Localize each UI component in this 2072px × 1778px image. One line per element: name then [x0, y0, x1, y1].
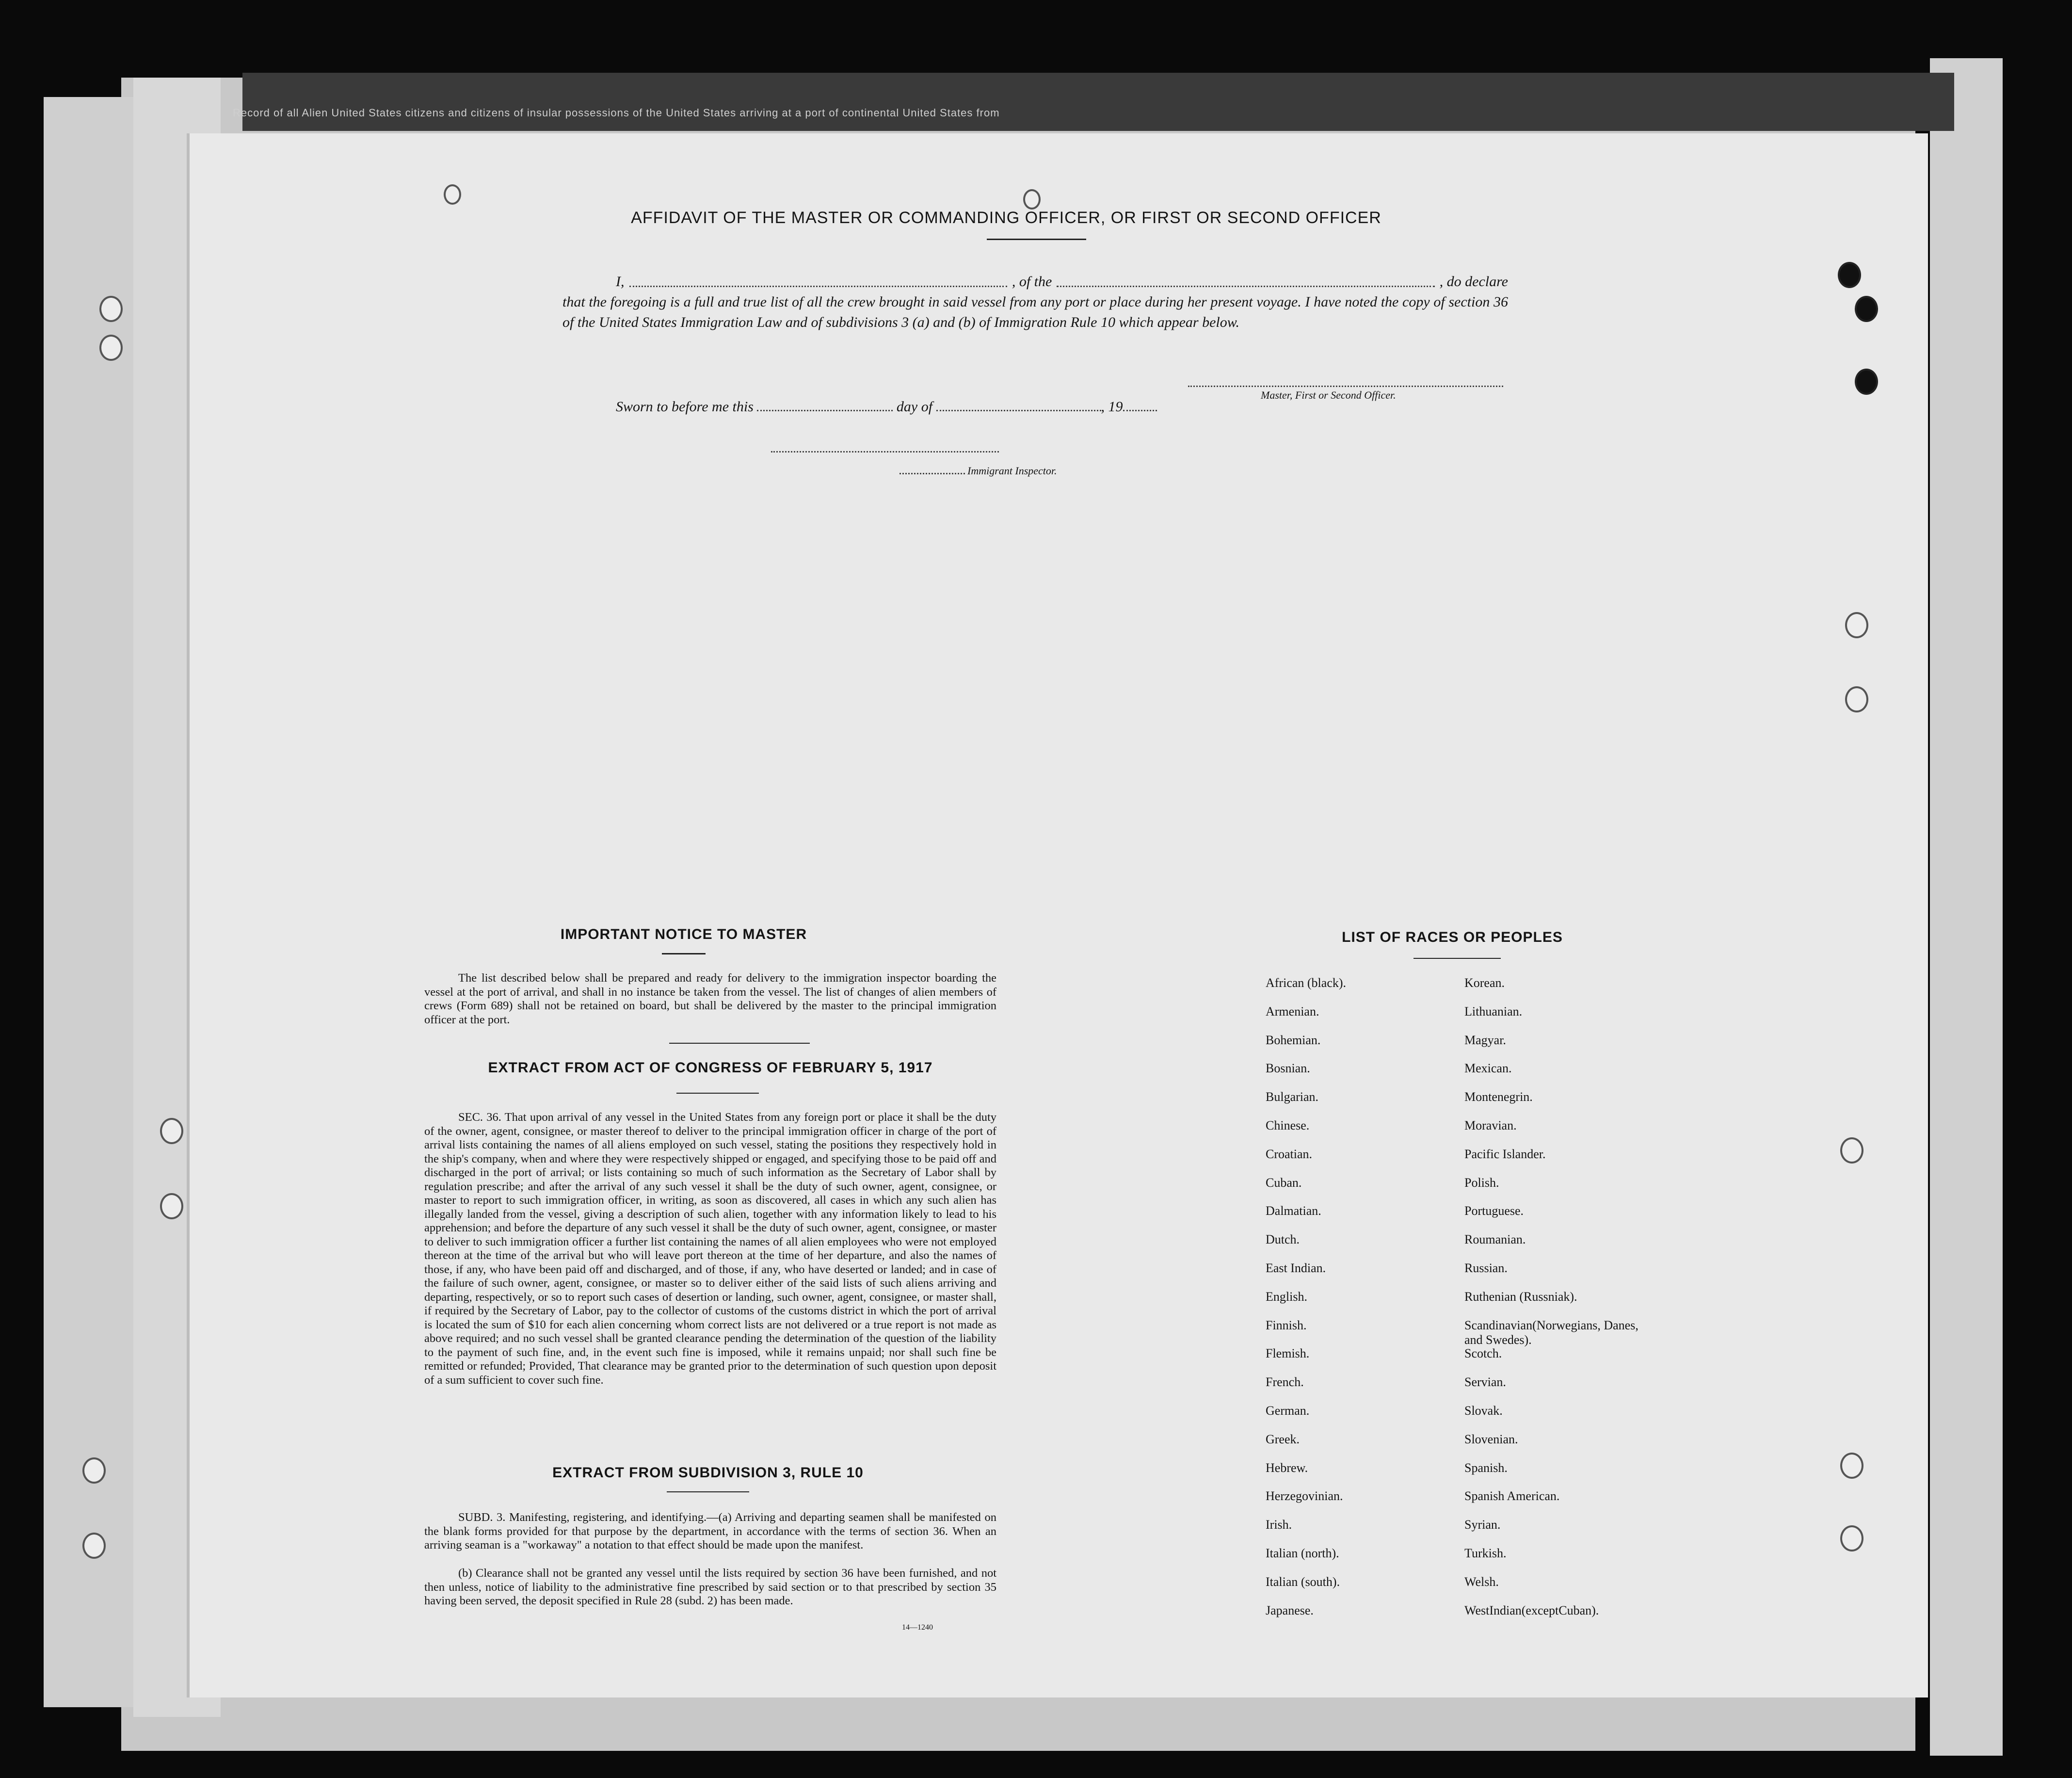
heading-divider — [676, 1093, 759, 1094]
binder-hole-icon — [99, 296, 123, 322]
document-sheet — [187, 133, 1928, 1697]
binder-hole-icon — [1840, 1137, 1863, 1164]
title-divider — [987, 239, 1086, 240]
year-prefix: , 19 — [1101, 399, 1123, 415]
binder-hole-icon — [160, 1118, 183, 1144]
race-item: Polish. — [1464, 1175, 1499, 1190]
vessel-field[interactable] — [1057, 286, 1434, 287]
race-item: Lithuanian. — [1464, 1004, 1523, 1018]
race-item: Slovak. — [1464, 1403, 1503, 1418]
race-item: Mexican. — [1464, 1061, 1512, 1076]
race-item: Croatian. — [1266, 1147, 1313, 1161]
name-field[interactable] — [629, 286, 1007, 287]
race-item: Turkish. — [1464, 1546, 1507, 1560]
i-label: I, — [616, 274, 625, 290]
race-item: Italian (south). — [1266, 1574, 1340, 1589]
back-sheet-right — [1930, 58, 2003, 1756]
race-item: Montenegrin. — [1464, 1090, 1533, 1104]
year-field[interactable] — [1123, 410, 1157, 411]
signature-line[interactable] — [1188, 386, 1503, 387]
race-item: Roumanian. — [1464, 1232, 1526, 1247]
notice-paragraph: The list described below shall be prepared and ready for delivery to the immigration inspector boarding the vessel at the port of arrival, and shall in no instance be taken from the vessel. The list of changes of alien members of crews (Form 689) shall not be retained on board, but shall be delivered by the master to the principal immigration officer at the port. — [424, 971, 996, 1026]
race-item: Korean. — [1464, 976, 1505, 990]
race-item: Bulgarian. — [1266, 1090, 1319, 1104]
race-item: German. — [1266, 1403, 1310, 1418]
of-the-label: , of the — [1012, 274, 1052, 290]
race-item: Scandinavian(Norwegians, Danes, and Swedes). — [1464, 1318, 1638, 1347]
day-of-label: day of — [896, 399, 933, 415]
race-item: Greek. — [1266, 1432, 1300, 1446]
signature-label: Master, First or Second Officer. — [1261, 389, 1396, 401]
binder-hole-icon — [1845, 612, 1868, 638]
header-strip: Record of all Alien United States citizens and citizens of insular possessions of the United States arriving at a port of continental United States from — [233, 107, 1000, 119]
race-item: Flemish. — [1266, 1346, 1310, 1361]
inspector-label: Immigrant Inspector. — [967, 465, 1057, 477]
binder-hole-icon — [1838, 262, 1861, 288]
declaration-first-line — [562, 272, 1508, 292]
race-item: Cuban. — [1266, 1175, 1302, 1190]
heading-divider — [1413, 958, 1501, 959]
race-item: Chinese. — [1266, 1118, 1310, 1132]
race-item: Bohemian. — [1266, 1033, 1321, 1047]
binder-hole-icon — [1855, 369, 1878, 395]
race-item: Syrian. — [1464, 1518, 1501, 1532]
section-divider — [669, 1043, 810, 1044]
heading-divider — [662, 953, 706, 954]
race-item: Slovenian. — [1464, 1432, 1518, 1446]
race-item: Armenian. — [1266, 1004, 1319, 1018]
race-item: East Indian. — [1266, 1261, 1326, 1275]
do-declare-label: , do declare — [1439, 274, 1508, 290]
race-item: WestIndian(exceptCuban). — [1464, 1603, 1599, 1617]
rule-heading: EXTRACT FROM SUBDIVISION 3, RULE 10 — [552, 1465, 864, 1481]
race-item: Moravian. — [1464, 1118, 1517, 1132]
form-number: 14—1240 — [902, 1623, 933, 1632]
race-item: Ruthenian (Russniak). — [1464, 1289, 1577, 1304]
race-item: Spanish American. — [1464, 1489, 1560, 1503]
races-list-left — [1266, 976, 1346, 1632]
race-item: Portuguese. — [1464, 1204, 1524, 1218]
rule-paragraph-a: SUBD. 3. Manifesting, registering, and identifying.—(a) Arriving and departing seamen shall be manifested on the blank forms provided for that purpose by the department, in accordance with the terms of section 36. When an arriving seaman is a "workaway" a notation to that effect should be made upon the manifest. — [424, 1511, 996, 1552]
race-item: Magyar. — [1464, 1033, 1506, 1047]
declaration-text: that the foregoing is a full and true list of all the crew brought in said vessel from any port or place during her present voyage. I have noted the copy of section 36 of the United States Immigration Law and of subdivisions 3 (a) and (b) of Immigration Rule 10 which appear below. — [562, 294, 1508, 330]
act-heading: EXTRACT FROM ACT OF CONGRESS OF FEBRUARY 5, 1917 — [488, 1060, 933, 1076]
race-item: Japanese. — [1266, 1603, 1314, 1617]
binder-hole-icon — [82, 1457, 106, 1484]
race-item: Scotch. — [1464, 1346, 1502, 1361]
inspector-signature-line-2[interactable] — [899, 473, 965, 474]
race-item: Dutch. — [1266, 1232, 1300, 1247]
notice-heading: IMPORTANT NOTICE TO MASTER — [560, 926, 807, 942]
race-item: English. — [1266, 1289, 1307, 1304]
race-item: Italian (north). — [1266, 1546, 1339, 1560]
race-item: Welsh. — [1464, 1574, 1499, 1589]
binder-hole-icon — [1840, 1525, 1863, 1552]
races-list-right — [1464, 976, 1649, 1632]
binder-hole-icon — [160, 1193, 183, 1219]
race-item: African (black). — [1266, 976, 1347, 990]
month-field[interactable] — [936, 410, 1101, 411]
binder-hole-icon — [82, 1533, 106, 1559]
sworn-statement — [616, 399, 1157, 415]
binder-hole-icon — [99, 335, 123, 361]
binder-hole-icon — [1840, 1453, 1863, 1479]
day-field[interactable] — [757, 410, 893, 411]
races-heading: LIST OF RACES OR PEOPLES — [1342, 929, 1563, 945]
affidavit-title: AFFIDAVIT OF THE MASTER OR COMMANDING OFFICER, OR FIRST OR SECOND OFFICER — [631, 209, 1381, 227]
declaration-block — [562, 272, 1508, 333]
rule-paragraph-b: (b) Clearance shall not be granted any vessel until the lists required by section 36 have been furnished, and not then unless, notice of liability to the administrative fine prescribed by said section or to that prescribed by section 35 having been served, the deposit specified in Rule 28 (subd. 2) has been made. — [424, 1567, 996, 1607]
race-item: French. — [1266, 1375, 1304, 1390]
race-item: Bosnian. — [1266, 1061, 1310, 1076]
race-item: Servian. — [1464, 1375, 1506, 1390]
heading-divider — [667, 1491, 749, 1492]
binder-hole-icon — [444, 184, 461, 205]
race-item: Dalmatian. — [1266, 1204, 1321, 1218]
binder-hole-icon — [1023, 189, 1041, 210]
binder-hole-icon — [1845, 686, 1868, 712]
race-item: Hebrew. — [1266, 1460, 1308, 1475]
sworn-prefix: Sworn to before me this — [616, 399, 754, 415]
race-item: Russian. — [1464, 1261, 1508, 1275]
inspector-signature-line[interactable] — [771, 451, 999, 453]
race-item: Finnish. — [1266, 1318, 1307, 1332]
race-item: Spanish. — [1464, 1460, 1508, 1475]
race-item: Irish. — [1266, 1518, 1292, 1532]
race-item: Pacific Islander. — [1464, 1147, 1546, 1161]
race-item: Herzegovinian. — [1266, 1489, 1343, 1503]
binder-hole-icon — [1855, 296, 1878, 322]
act-paragraph: SEC. 36. That upon arrival of any vessel in the United States from any foreign port or place it shall be the duty of the owner, agent, consignee, or master thereof to deliver to the principal immigration officer in charge of the port of arrival lists containing the names of all aliens employed on such vessel, stating the positions they respectively hold in the ship's company, when and where they were respectively shipped or engaged, and specifying those to be paid off and discharged in the port of arrival; or lists containing so much of such information as the Secretary of Labor shall by regulation prescribe; and after the arrival of any such vessel it shall be the duty of such owner, agent, consignee, or master to report to such immigration officer, in writing, as soon as discovered, all cases in which any such alien has illegally landed from the vessel, giving a description of such alien, together with any information likely to lead to his apprehension; and before the departure of any such vessel it shall be the duty of such owner, agent, consignee, or master to deliver to such immigration officer a further list containing the names of all alien employees who were not employed thereon at the time of the arrival but who will leave port thereon at the time of her departure, and also the names of those, if any, who have been paid off and discharged, and of those, if any, who have deserted or landed; and in case of the failure of such owner, agent, consignee, or master so to deliver either of the said lists of such aliens arriving and departing, respectively, or so to report such cases of desertion or landing, such owner, agent, consignee, or master shall, if required by the Secretary of Labor, pay to the collector of customs of the customs district in which the port of arrival is located the sum of $10 for each alien concerning whom correct lists are not delivered or a true report is not made as above required; and no such vessel shall be granted clearance pending the determination of the question of the liability to the payment of such fine, and, in the event such fine is imposed, while it remains unpaid; nor shall such fine be remitted or refunded; Provided, That clearance may be granted prior to the determination of such question upon deposit of a sum sufficient to cover such fine. — [424, 1111, 996, 1387]
